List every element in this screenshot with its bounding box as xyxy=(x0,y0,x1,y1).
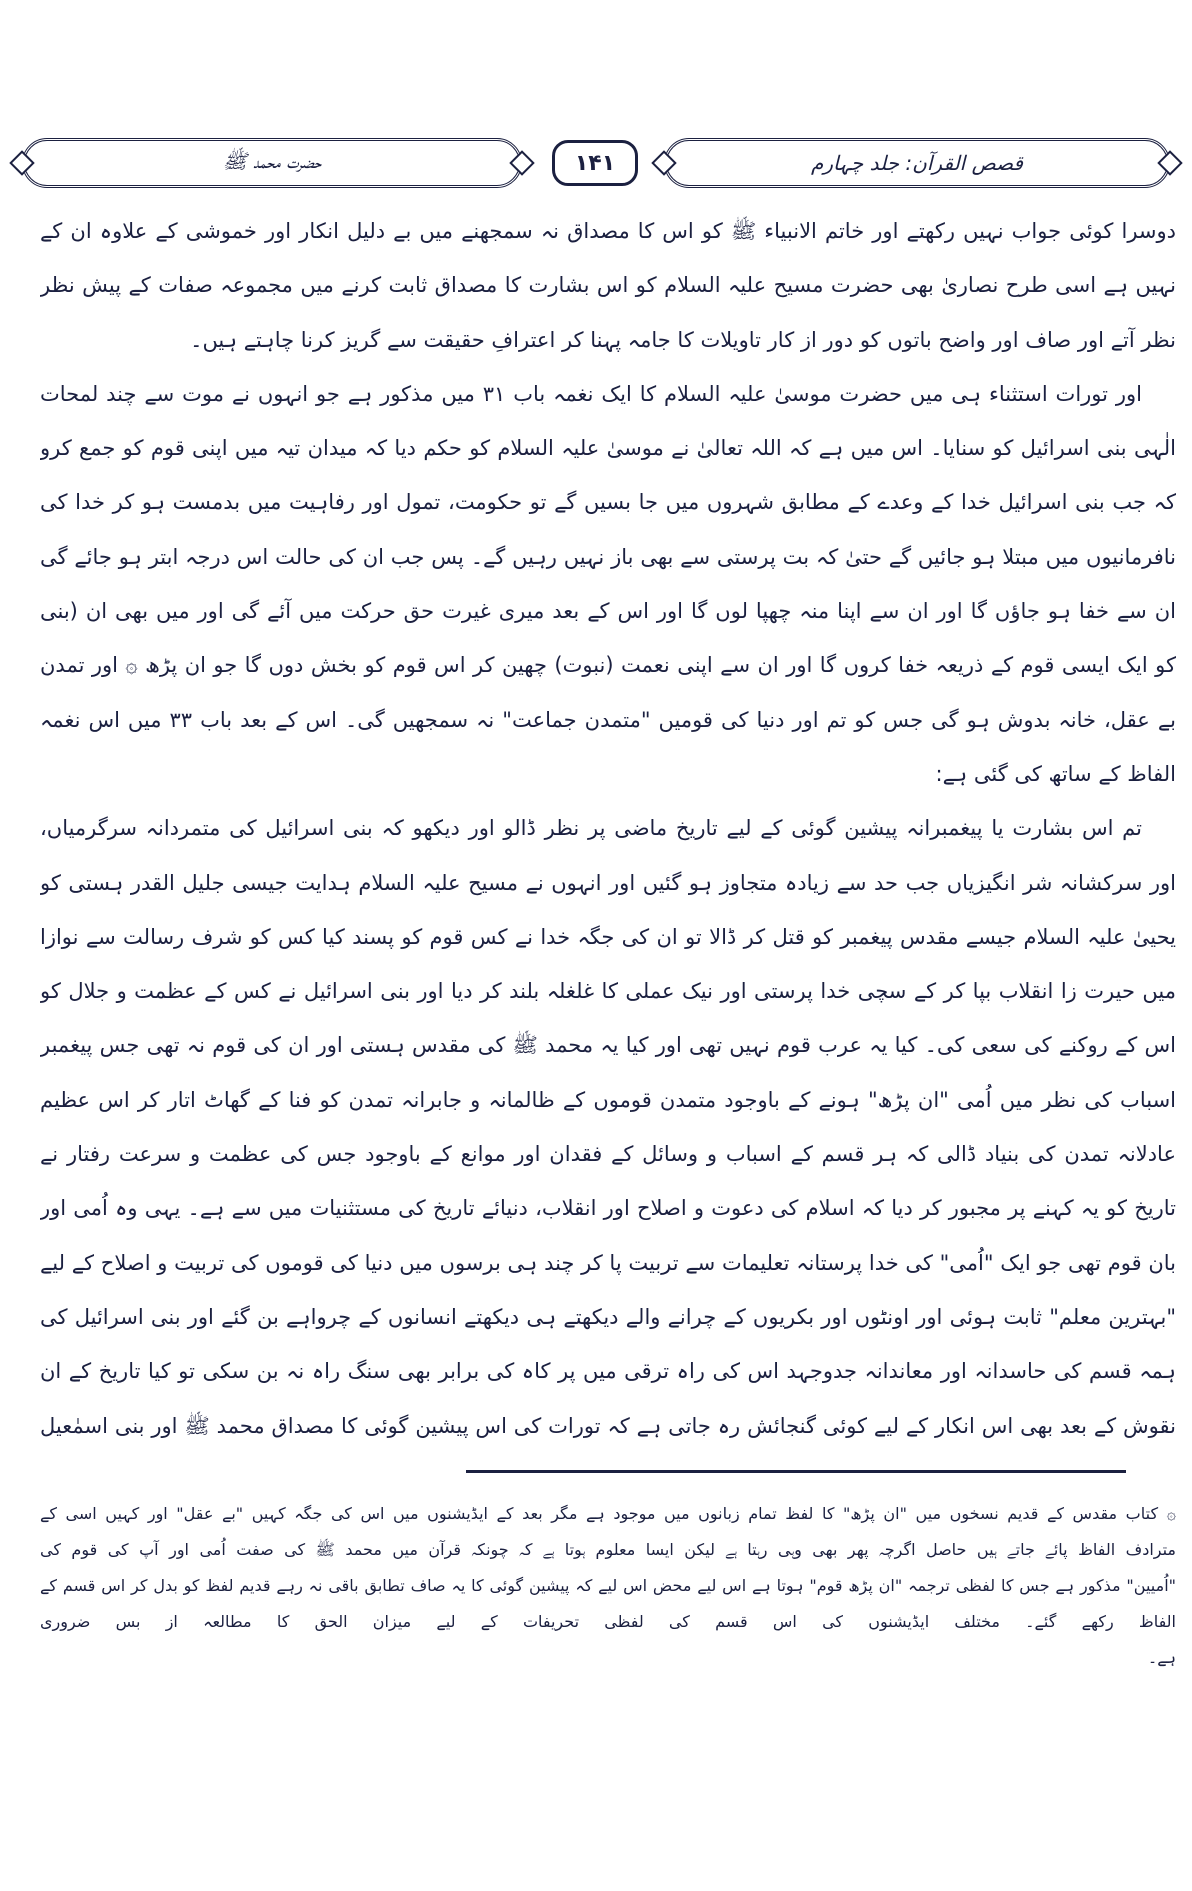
footnote-divider xyxy=(466,1470,1126,1473)
text-line: اور سرکشانہ شر انگیزیاں جب حد سے زیادہ متجاوز ہو گئیں اور انہوں نے مسیح علیہ السلام ہدایت جیسی جلیل القدر ہستی کو xyxy=(40,870,1176,895)
footnote-line: ۞ کتاب مقدس کے قدیم نسخوں میں "ان پڑھ" کا لفظ تمام زبانوں میں موجود ہے مگر بعد کے ایڈیشنوں میں اس کی جگہ کہیں "بے عقل" اور کہیں اسی کے xyxy=(40,1504,1176,1523)
running-header-book-title xyxy=(664,138,1170,188)
footnote xyxy=(40,1496,1176,1676)
text-line: نافرمانیوں میں مبتلا ہو جائیں گے حتیٰ کہ بت پرستی سے بھی باز نہیں رہیں گے۔ پس جب ان کی حالت اس درجہ ابتر ہو جائے گی xyxy=(40,544,1176,569)
text-line: اسباب کی نظر میں اُمی "ان پڑھ" ہونے کے باوجود متمدن قوموں کے ظالمانہ و جابرانہ تمدن کو فنا کے گھاٹ اتار کر اس عظیم xyxy=(40,1087,1176,1112)
text-line: کہ جب بنی اسرائیل خدا کے وعدے کے مطابق شہروں میں جا بسیں گے تو حکومت، تمول اور رفاہیت میں بدمست ہو کر خدا کی xyxy=(40,490,1176,515)
body-text xyxy=(40,204,1176,1453)
text-line: بان قوم تھی جو ایک "اُمی" کی خدا پرستانہ تعلیمات سے تربیت پا کر چند ہی برسوں میں دنیا کی قوموں کی تربیت و اصلاح کے لیے xyxy=(40,1250,1176,1275)
text-line: تاریخ کو یہ کہنے پر مجبور کر دیا کہ اسلام کی دعوت و اصلاح اور انقلاب، دنیائے تاریخ کی مستثنیات میں سے ہے۔ یہی وہ اُمی اور xyxy=(40,1196,1176,1221)
page-number-badge xyxy=(552,140,638,186)
text-line: نظر آتے اور صاف اور واضح باتوں کو دور از کار تاویلات کا جامہ پہنا کر اعترافِ حقیقت سے گریز کرنا چاہتے ہیں۔ xyxy=(190,327,1176,352)
text-line: عادلانہ تمدن کی بنیاد ڈالی کہ ہر قسم کے اسباب و وسائل کے فقدان اور موانع کے باوجود جس کی عظمت و سرعت رفتار نے xyxy=(40,1142,1176,1167)
footnote-line: ہے۔ xyxy=(1147,1648,1176,1667)
page-number: ۱۴۱ xyxy=(574,150,616,176)
text-line: دوسرا کوئی جواب نہیں رکھتے اور خاتم الانبیاء ﷺ کو اس کا مصداق نہ سمجھنے میں بے دلیل انکار اور خموشی کے علاوہ ان کے xyxy=(40,219,1176,243)
book-title: قصص القرآن: جلد چہارم xyxy=(811,151,1023,175)
text-line: "بہترین معلم" ثابت ہوئی اور اونٹوں اور بکریوں کے چرانے والے دیکھتے ہی دیکھتے انسانوں کے چرواہے بن گئے اور بنی اسرائیل کی xyxy=(40,1304,1176,1329)
text-line: ان سے خفا ہو جاؤں گا اور ان سے اپنا منہ چھپا لوں گا اور اس کے بعد میری غیرت حق حرکت میں آئے گی اور میں بھی ان (بنی xyxy=(40,599,1176,624)
footnote-line: "اُمیین" مذکور ہے جس کا لفظی ترجمہ "ان پڑھ قوم" ہوتا ہے اس لیے محض اس لیے کہ پیشین گوئی کا یہ صاف تطابق باقی نہ رہے قدیم لفظ کو بدل کر اس قسم کے xyxy=(40,1576,1176,1595)
text-line: نہیں ہے اسی طرح نصاریٰ بھی حضرت مسیح علیہ السلام کو اس بشارت کا مصداق ثابت کرنے میں مجموعہ صفات کے پیش نظر xyxy=(40,273,1176,298)
text-line: تم اس بشارت یا پیغمبرانہ پیشین گوئی کے لیے تاریخ ماضی پر نظر ڈالو اور دیکھو کہ بنی اسرائیل کی متمردانہ سرگرمیاں، xyxy=(40,816,1142,841)
text-line: کو ایک ایسی قوم کے ذریعہ خفا کروں گا اور ان سے اپنی نعمت (نبوت) چھین کر اس قوم کو بخش دوں گا جو ان پڑھ ۞ اور تمدن xyxy=(40,653,1176,678)
text-line: الٰہی بنی اسرائیل کو سنایا۔ اس میں ہے کہ اللہ تعالیٰ نے موسیٰ علیہ السلام کو حکم دیا کہ میدان تیہ میں اپنی قوم کو جمع کرو xyxy=(40,436,1176,461)
text-line: بے عقل، خانہ بدوش ہو گی جس کو تم اور دنیا کی قومیں "متمدن جماعت" نہ سمجھیں گی۔ اس کے بعد باب ۳۳ میں اس نغمہ xyxy=(40,707,1176,732)
chapter-title: حضرت محمد ﷺ xyxy=(222,148,322,173)
footnote-line: مترادف الفاظ پائے جاتے ہیں حاصل اگرچہ پھر بھی وہی رہتا ہے لیکن ایسا معلوم ہوتا ہے کہ چونکہ قرآن میں محمد ﷺ کی صفت اُمی اور آپ کی قوم کی xyxy=(40,1540,1176,1559)
text-line: میں حیرت زا انقلاب بپا کر کے سچی خدا پرستی اور نیک عملی کا غلغلہ بلند کر دیا اور بنی اسرائیل نے کس کے عظمت و جلال کو xyxy=(40,979,1176,1004)
text-line: اس کے روکنے کی سعی کی۔ کیا یہ عرب قوم نہیں تھی اور کیا یہ محمد ﷺ کی مقدس ہستی اور ان کی قوم نہ تھی جس پیغمبر xyxy=(40,1033,1176,1058)
footnote-line: الفاظ رکھے گئے۔ مختلف ایڈیشنوں کی اس قسم کی لفظی تحریفات کے لیے میزان الحق کا مطالعہ از بس ضروری xyxy=(40,1612,1176,1631)
text-line: یحییٰ علیہ السلام جیسے مقدس پیغمبر کو قتل کر ڈالا تو ان کی جگہ خدا نے کس قوم کو پسند کیا کس کو شرف رسالت سے نوازا xyxy=(40,924,1176,949)
text-line: نقوش کے بعد بھی اس انکار کے لیے کوئی گنجائش رہ جاتی ہے کہ تورات کی اس پیشین گوئی کا مصداق محمد ﷺ اور بنی اسمٰعیل xyxy=(40,1413,1176,1438)
text-line: ہمہ قسم کی حاسدانہ اور معاندانہ جدوجہد اس کی راہ ترقی میں پر کاہ کی برابر بھی سنگ راہ نہ بن سکی تو کیا تاریخ کے ان xyxy=(40,1359,1176,1384)
running-header-chapter-title xyxy=(22,138,522,188)
text-line: الفاظ کے ساتھ کی گئی ہے: xyxy=(935,761,1176,786)
text-line: اور تورات استثناء ہی میں حضرت موسیٰ علیہ السلام کا ایک نغمہ باب ۳۱ میں مذکور ہے جو انہوں نے موت سے چند لمحات xyxy=(40,381,1142,406)
